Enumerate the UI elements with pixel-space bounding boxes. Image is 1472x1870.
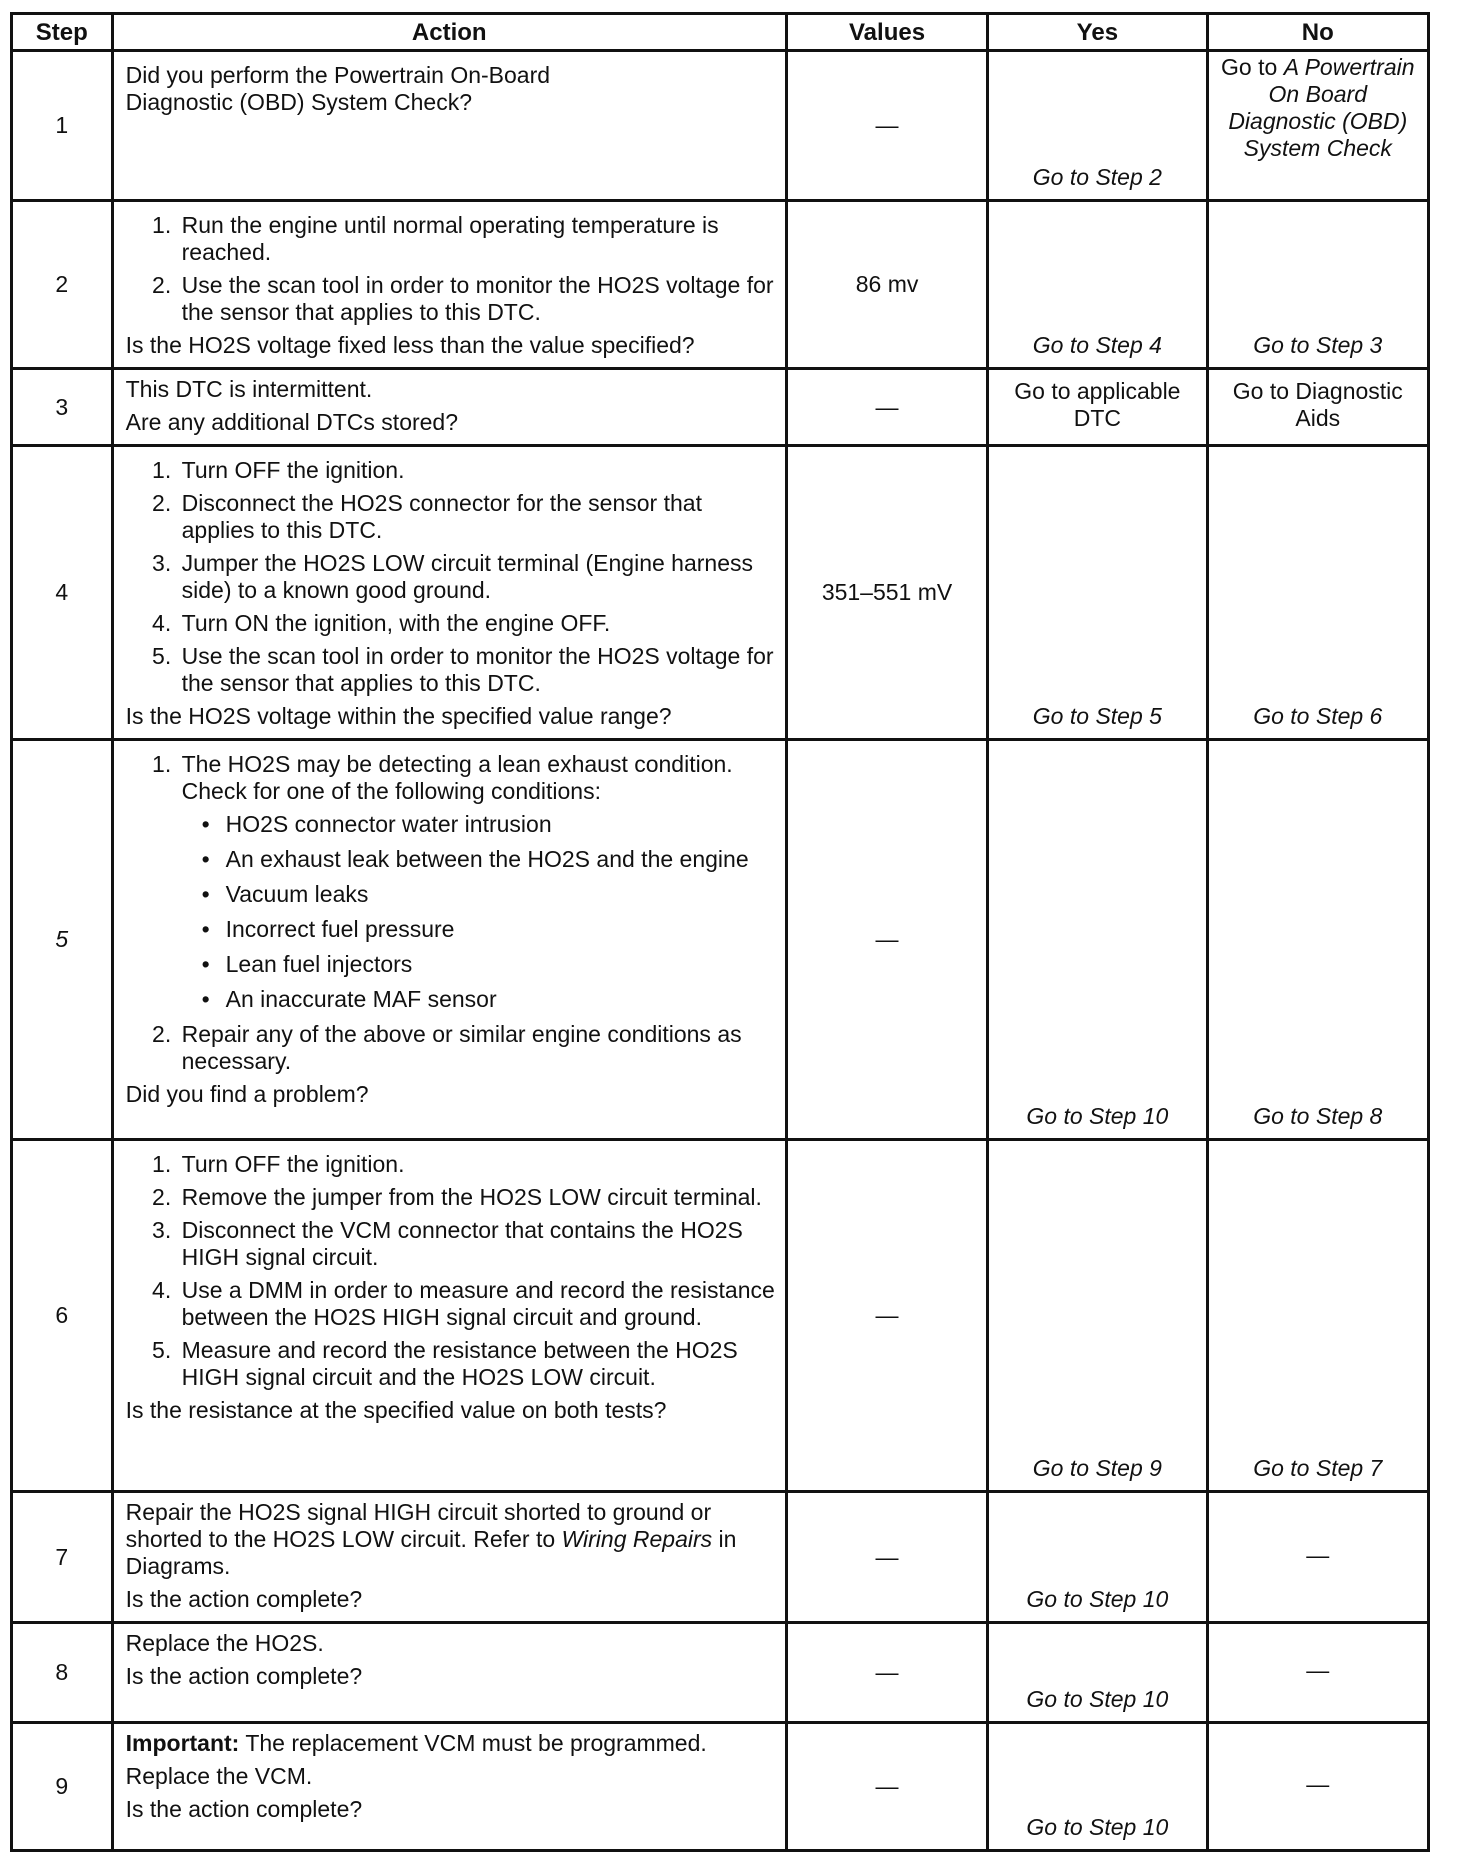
table-row (12, 740, 1429, 1140)
table-row (12, 1723, 1429, 1851)
value-cell: — (786, 740, 987, 1140)
step-number: 4 (12, 446, 113, 740)
bullet-item: • Incorrect fuel pressure (222, 916, 775, 943)
action-cell (112, 1492, 786, 1623)
action-list (126, 212, 775, 326)
list-item: 2. Disconnect the HO2S connector for the sensor that applies to this DTC. (178, 490, 775, 544)
header-no: No (1207, 14, 1428, 51)
list-item: 3. Jumper the HO2S LOW circuit terminal (Engine harness side) to a known good ground. (178, 550, 775, 604)
step-number: 1 (12, 51, 113, 201)
list-item: 1. Run the engine until normal operating temperature is reached. (178, 212, 775, 266)
important-text: The replacement VCM must be programmed. (239, 1730, 707, 1756)
action-cell (112, 369, 786, 446)
header-yes: Yes (988, 14, 1207, 51)
yes-cell: Go to applicable DTC (988, 369, 1207, 446)
value-cell: — (786, 51, 987, 201)
action-cell (112, 740, 786, 1140)
action-question: Is the action complete? (125, 1586, 363, 1612)
action-question: Is the resistance at the specified value on both tests? (125, 1397, 667, 1423)
step-number: 6 (12, 1140, 113, 1492)
action-text: Did you perform the Powertrain On-Board Diagnostic (OBD) System Check? (125, 62, 551, 115)
step-number: 9 (12, 1723, 113, 1851)
action-text-b: in Diagrams. (125, 1526, 737, 1579)
header-values: Values (786, 14, 987, 51)
no-cell (1207, 51, 1428, 201)
list-item: 2. Use the scan tool in order to monitor the HO2S voltage for the sensor that applies to this DTC. (178, 272, 775, 326)
no-cell: Go to Step 3 (1207, 201, 1428, 369)
action-text: Replace the VCM. (125, 1763, 313, 1789)
yes-cell: Go to Step 4 (988, 201, 1207, 369)
value-cell: 86 mv (786, 201, 987, 369)
list-item: 2. Remove the jumper from the HO2S LOW circuit terminal. (178, 1184, 775, 1211)
action-question: Is the HO2S voltage fixed less than the value specified? (125, 332, 695, 358)
table-row (12, 201, 1429, 369)
list-item: 1. Turn OFF the ignition. (178, 457, 775, 484)
yes-cell: Go to Step 10 (988, 1723, 1207, 1851)
list-item: 3. Disconnect the VCM connector that contains the HO2S HIGH signal circuit. (178, 1217, 775, 1271)
action-text-a: Repair the HO2S signal HIGH circuit shorted to ground or shorted to the HO2S LOW circuit. Refer to (125, 1499, 712, 1552)
no-cell: Go to Step 8 (1207, 740, 1428, 1140)
header-action: Action (112, 14, 786, 51)
table-row (12, 446, 1429, 740)
action-question: Is the action complete? (125, 1663, 363, 1689)
action-cell (112, 201, 786, 369)
action-cell (112, 51, 786, 201)
list-item-text: The HO2S may be detecting a lean exhaust condition. Check for one of the following conditions: (181, 751, 733, 804)
action-list (126, 751, 775, 1075)
yes-cell: Go to Step 2 (988, 51, 1207, 201)
yes-cell: Go to Step 10 (988, 1623, 1207, 1723)
no-cell: Go to Step 7 (1207, 1140, 1428, 1492)
yes-cell: Go to Step 5 (988, 446, 1207, 740)
table-row (12, 1492, 1429, 1623)
no-prefix: Go to (1221, 54, 1284, 80)
bullet-list (182, 811, 775, 1013)
action-question: Is the action complete? (125, 1796, 363, 1822)
action-cell (112, 1140, 786, 1492)
no-cell: — (1207, 1723, 1428, 1851)
action-question: Are any additional DTCs stored? (125, 409, 459, 435)
wiring-repairs-ref: Wiring Repairs (561, 1526, 713, 1552)
yes-cell: Go to Step 9 (988, 1140, 1207, 1492)
step-number: 2 (12, 201, 113, 369)
bullet-item: • An exhaust leak between the HO2S and the engine (222, 846, 775, 873)
bullet-item: • Lean fuel injectors (222, 951, 775, 978)
table-row (12, 1140, 1429, 1492)
value-cell: — (786, 1723, 987, 1851)
list-item: 5. Use the scan tool in order to monitor the HO2S voltage for the sensor that applies to this DTC. (178, 643, 775, 697)
yes-cell: Go to Step 10 (988, 1492, 1207, 1623)
list-item: 5. Measure and record the resistance between the HO2S HIGH signal circuit and the HO2S LOW circuit. (178, 1337, 775, 1391)
important-label: Important: (125, 1730, 240, 1756)
action-cell (112, 446, 786, 740)
no-cell: Go to Diagnostic Aids (1207, 369, 1428, 446)
action-list (126, 457, 775, 697)
action-text (126, 1499, 775, 1580)
value-cell: — (786, 1623, 987, 1723)
action-text: This DTC is intermittent. (125, 376, 373, 402)
bullet-item: • HO2S connector water intrusion (222, 811, 775, 838)
list-item (178, 751, 775, 1013)
yes-cell: Go to Step 10 (988, 740, 1207, 1140)
table-row (12, 51, 1429, 201)
header-row (12, 14, 1429, 51)
value-cell: — (786, 369, 987, 446)
bullet-item: • An inaccurate MAF sensor (222, 986, 775, 1013)
action-text: Replace the HO2S. (125, 1630, 324, 1656)
step-number: 7 (12, 1492, 113, 1623)
action-question: Did you find a problem? (125, 1081, 369, 1107)
diagnostic-table (10, 12, 1430, 1852)
value-cell: — (786, 1492, 987, 1623)
step-number: 3 (12, 369, 113, 446)
table-row (12, 369, 1429, 446)
no-link-text: A Powertrain On Board Diagnostic (OBD) System Check (1228, 54, 1415, 161)
bullet-item: • Vacuum leaks (222, 881, 775, 908)
important-note (126, 1730, 775, 1757)
no-cell: — (1207, 1492, 1428, 1623)
action-cell (112, 1623, 786, 1723)
no-cell: Go to Step 6 (1207, 446, 1428, 740)
action-cell (112, 1723, 786, 1851)
action-list (126, 1151, 775, 1391)
header-step: Step (12, 14, 113, 51)
value-cell: — (786, 1140, 987, 1492)
list-item: 4. Turn ON the ignition, with the engine OFF. (178, 610, 775, 637)
no-cell: — (1207, 1623, 1428, 1723)
action-question: Is the HO2S voltage within the specified value range? (125, 703, 672, 729)
list-item: 4. Use a DMM in order to measure and record the resistance between the HO2S HIGH signal circuit and ground. (178, 1277, 775, 1331)
table-row (12, 1623, 1429, 1723)
step-number: 8 (12, 1623, 113, 1723)
value-cell: 351–551 mV (786, 446, 987, 740)
list-item: 2. Repair any of the above or similar engine conditions as necessary. (178, 1021, 775, 1075)
list-item: 1. Turn OFF the ignition. (178, 1151, 775, 1178)
step-number: 5 (12, 740, 113, 1140)
